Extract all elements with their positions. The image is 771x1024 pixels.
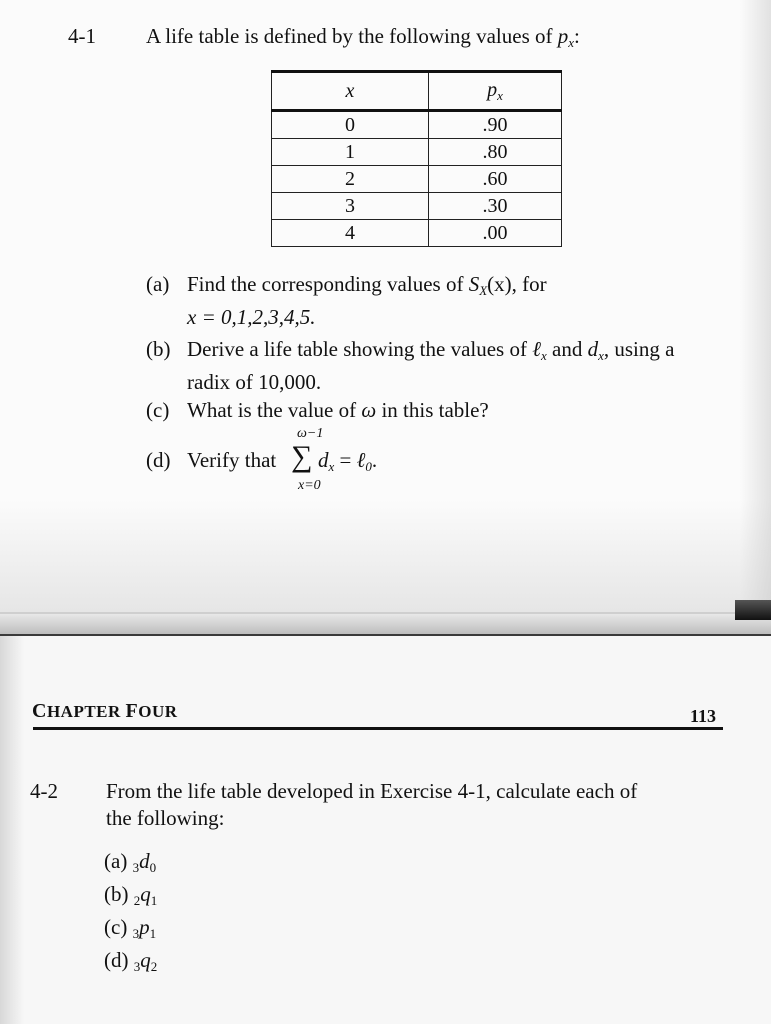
chapter-title-rest-b: OUR <box>138 702 178 721</box>
table-row <box>272 139 562 166</box>
exercise-intro <box>146 24 580 51</box>
list-item <box>104 849 156 876</box>
chapter-title-initial-a: C <box>32 700 47 722</box>
part-a-func-arg: (x), for <box>487 272 547 296</box>
intro-var: p <box>557 24 569 48</box>
item-label: (c) <box>104 915 128 939</box>
cell-p: .90 <box>429 111 562 139</box>
part-b-label: (b) <box>146 337 171 361</box>
exercise-number: 4-1 <box>68 24 96 48</box>
table-row <box>272 220 562 247</box>
sum-symbol: ∑ <box>291 440 313 473</box>
cell-x: 4 <box>272 220 429 247</box>
item-prefix: 2 <box>133 893 141 908</box>
item-var: p <box>139 915 150 939</box>
part-a-line1 <box>187 272 547 299</box>
part-b-and: and <box>552 337 583 361</box>
part-b-var1: ℓ <box>532 337 541 361</box>
part-a-func: S <box>468 272 480 296</box>
cell-p: .80 <box>429 139 562 166</box>
item-prefix: 3 <box>132 860 140 875</box>
table-header-row <box>272 72 562 111</box>
part-d-end: . <box>371 448 378 472</box>
item-sub: 1 <box>150 893 158 908</box>
item-var: q <box>140 882 151 906</box>
bottom-page-binding-shadow <box>0 636 24 1024</box>
intro-colon: : <box>574 24 580 48</box>
part-a-func-sub: X <box>479 283 488 298</box>
page-edge <box>0 614 771 636</box>
item-sub: 2 <box>150 959 158 974</box>
part-b-var2-sub: x <box>598 348 604 363</box>
part-c-text-before: What is the value of <box>187 398 357 422</box>
part-b-line1 <box>187 337 674 364</box>
intro-text: A life table is defined by the following values of <box>146 24 553 48</box>
cell-x: 1 <box>272 139 429 166</box>
cell-p: .00 <box>429 220 562 247</box>
exercise-2-line1: From the life table developed in Exercise 4-1, calculate each of <box>106 779 638 803</box>
part-d-label: (d) <box>146 448 171 472</box>
item-sub: 1 <box>149 926 157 941</box>
header-p-var: p <box>487 78 498 101</box>
item-var: q <box>140 948 151 972</box>
header-rule <box>33 727 723 730</box>
chapter-title-initial-b: F <box>125 700 139 722</box>
top-page-shadow <box>0 500 771 615</box>
px-table <box>271 70 562 247</box>
table-row <box>272 193 562 220</box>
part-a-text: Find the corresponding values of <box>187 272 464 296</box>
item-label: (b) <box>104 882 129 906</box>
part-b-var2: d <box>587 337 599 361</box>
list-item <box>104 948 157 975</box>
cell-p: .60 <box>429 166 562 193</box>
table-row <box>272 166 562 193</box>
list-item <box>104 915 156 942</box>
cell-p: .30 <box>429 193 562 220</box>
page-edge-corner <box>735 600 771 620</box>
top-page-spine-shadow <box>740 0 771 612</box>
part-b-var1-sub: x <box>540 348 547 363</box>
chapter-title-rest-a: HAPTER <box>46 702 126 721</box>
exercise-2-line2: the following: <box>106 806 225 830</box>
term-sub: x <box>328 459 335 474</box>
part-c-label: (c) <box>146 398 170 422</box>
rhs-sub: 0 <box>365 459 372 474</box>
sum-upper-limit: ω−1 <box>297 426 324 441</box>
header-p-sub: x <box>497 87 503 103</box>
chapter-title <box>32 700 178 723</box>
part-d-formula <box>318 448 377 475</box>
item-label: (a) <box>104 849 128 873</box>
header-x: x <box>272 72 429 111</box>
exercise-2-number: 4-2 <box>30 779 58 803</box>
rhs-var: ℓ <box>356 448 366 472</box>
item-prefix: 3 <box>133 959 141 974</box>
item-prefix: 3 <box>132 926 140 941</box>
part-b-line2: radix of 10,000. <box>187 370 322 394</box>
item-var: d <box>139 849 150 873</box>
sum-lower-limit: x=0 <box>298 478 321 493</box>
part-c-omega: ω <box>361 398 377 422</box>
part-d-text: Verify that <box>187 448 277 472</box>
part-c-text-after: in this table? <box>381 398 489 422</box>
part-b-tail: , using a <box>603 337 675 361</box>
part-c-line <box>187 398 489 423</box>
item-label: (d) <box>104 948 129 972</box>
part-a-label: (a) <box>146 272 170 296</box>
cell-x: 0 <box>272 111 429 139</box>
part-a-line2: x = 0,1,2,3,4,5. <box>187 305 316 329</box>
term-var: d <box>318 448 329 472</box>
cell-x: 2 <box>272 166 429 193</box>
equals-sign: = <box>339 448 352 472</box>
page-number: 113 <box>690 706 717 726</box>
cell-x: 3 <box>272 193 429 220</box>
part-b-text: Derive a life table showing the values of <box>187 337 527 361</box>
item-sub: 0 <box>149 860 157 875</box>
header-p <box>429 72 562 111</box>
table-row <box>272 111 562 139</box>
intro-var-sub: x <box>568 35 575 50</box>
list-item <box>104 882 157 909</box>
